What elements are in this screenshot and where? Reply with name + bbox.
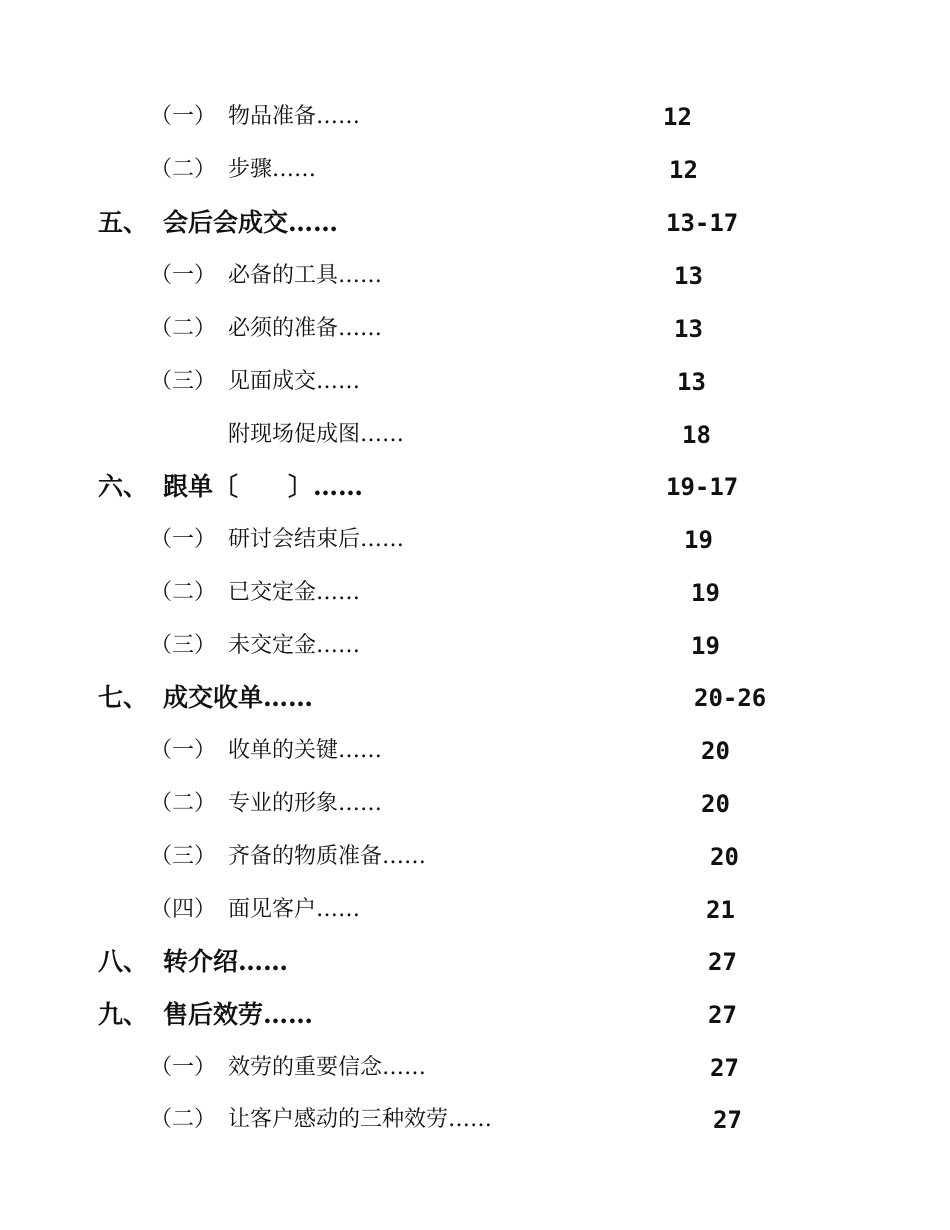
toc-entry-number: （一） [150, 527, 217, 552]
toc-entry [0, 784, 950, 824]
toc-section-pages: 20-26 [694, 684, 767, 712]
toc-entry-number: （一） [150, 263, 217, 288]
toc-entry [0, 97, 950, 137]
toc-section-number: 八、 [98, 947, 149, 976]
toc-entry [0, 309, 950, 349]
toc-entry-title: 已交定金…… [228, 580, 361, 605]
toc-entry-page: 18 [682, 421, 711, 449]
toc-entry-label [150, 626, 360, 666]
toc-entry-page: 19 [684, 526, 713, 554]
toc-section-title: 转介绍…… [163, 947, 289, 976]
toc-entry-number: （二） [150, 1107, 217, 1132]
toc-entry-label [150, 837, 426, 877]
toc-entry [0, 573, 950, 613]
toc-entry-label [150, 309, 382, 349]
toc-entry [0, 890, 950, 930]
toc-entry-title: 必须的准备…… [228, 316, 383, 341]
toc-section-number: 五、 [98, 208, 149, 237]
toc-section-label [98, 995, 313, 1035]
toc-entry-label [150, 97, 360, 137]
toc-entry-number: （一） [150, 104, 217, 129]
toc-section-label [98, 678, 313, 718]
toc-entry-number: （三） [150, 844, 217, 869]
toc-section-number: 七、 [98, 683, 149, 712]
toc-entry-number: （二） [150, 316, 217, 341]
toc-section [0, 995, 950, 1035]
toc-section-number: 六、 [98, 472, 149, 501]
toc-entry-label [150, 362, 360, 402]
toc-entry-label [228, 415, 404, 455]
toc-entry-label [150, 731, 382, 771]
toc-entry-title: 步骤…… [228, 157, 317, 182]
toc-entry [0, 362, 950, 402]
toc-entry-label [150, 150, 316, 190]
toc-entry [0, 1100, 950, 1140]
toc-section [0, 467, 950, 507]
toc-entry-title: 专业的形象…… [228, 791, 383, 816]
toc-entry-title: 未交定金…… [228, 633, 361, 658]
toc-entry-title: 研讨会结束后…… [228, 527, 405, 552]
toc-entry-title: 面见客户…… [228, 897, 361, 922]
toc-entry-number: （一） [150, 738, 217, 763]
toc-entry-page: 21 [706, 896, 735, 924]
toc-entry-title: 必备的工具…… [228, 263, 383, 288]
toc-section-title: 会后会成交…… [163, 208, 339, 237]
toc-entry-label [150, 256, 382, 296]
toc-section-title: 成交收单…… [163, 683, 314, 712]
toc-entry-page: 13 [674, 262, 703, 290]
toc-entry [0, 1048, 950, 1088]
toc-entry-page: 12 [663, 103, 692, 131]
toc-entry-number: （三） [150, 633, 217, 658]
toc-entry-page: 20 [701, 737, 730, 765]
toc-section [0, 678, 950, 718]
toc-section-label [98, 203, 338, 243]
toc-entry-title: 附现场促成图…… [228, 422, 405, 447]
toc-entry-title: 齐备的物质准备…… [228, 844, 427, 869]
toc-entry-page: 19 [691, 632, 720, 660]
toc-entry [0, 626, 950, 666]
toc-entry-title: 收单的关键…… [228, 738, 383, 763]
toc-section-pages: 27 [708, 948, 737, 976]
toc-entry-page: 13 [677, 368, 706, 396]
toc-entry-label [150, 1048, 426, 1088]
toc-entry [0, 150, 950, 190]
toc-entry-label [150, 890, 360, 930]
toc-entry-number: （三） [150, 369, 217, 394]
toc-entry-label [150, 784, 382, 824]
toc-entry-number: （一） [150, 1055, 217, 1080]
toc-section-label [98, 467, 363, 507]
toc-entry-title: 让客户感动的三种效劳…… [228, 1107, 493, 1132]
toc-entry-title: 效劳的重要信念…… [228, 1055, 427, 1080]
toc-section [0, 942, 950, 982]
toc-section-number: 九、 [98, 1000, 149, 1029]
toc-entry-page: 20 [710, 843, 739, 871]
toc-entry-number: （四） [150, 897, 217, 922]
toc-entry-page: 27 [713, 1106, 742, 1134]
toc-section-pages: 19-17 [666, 473, 739, 501]
toc-section-pages: 27 [708, 1001, 737, 1029]
toc-entry-number: （二） [150, 791, 217, 816]
toc-entry-page: 20 [701, 790, 730, 818]
toc-entry-title: 物品准备…… [228, 104, 361, 129]
toc-entry-label [150, 520, 404, 560]
toc-entry-label [150, 573, 360, 613]
toc-section-label [98, 942, 288, 982]
toc-entry-title: 见面成交…… [228, 369, 361, 394]
toc-entry-page: 12 [669, 156, 698, 184]
toc-entry [0, 415, 950, 455]
toc-entry [0, 731, 950, 771]
toc-entry-label [150, 1100, 492, 1140]
toc-entry [0, 520, 950, 560]
toc-entry [0, 837, 950, 877]
toc-section [0, 203, 950, 243]
toc-section-title: 售后效劳…… [163, 1000, 314, 1029]
toc-entry-number: （二） [150, 580, 217, 605]
toc-entry-page: 27 [710, 1054, 739, 1082]
toc-section-pages: 13-17 [666, 209, 739, 237]
toc-entry-number: （二） [150, 157, 217, 182]
toc-entry-page: 13 [674, 315, 703, 343]
toc-entry [0, 256, 950, 296]
toc-entry-page: 19 [691, 579, 720, 607]
toc-section-title: 跟单〔 〕…… [163, 472, 364, 501]
